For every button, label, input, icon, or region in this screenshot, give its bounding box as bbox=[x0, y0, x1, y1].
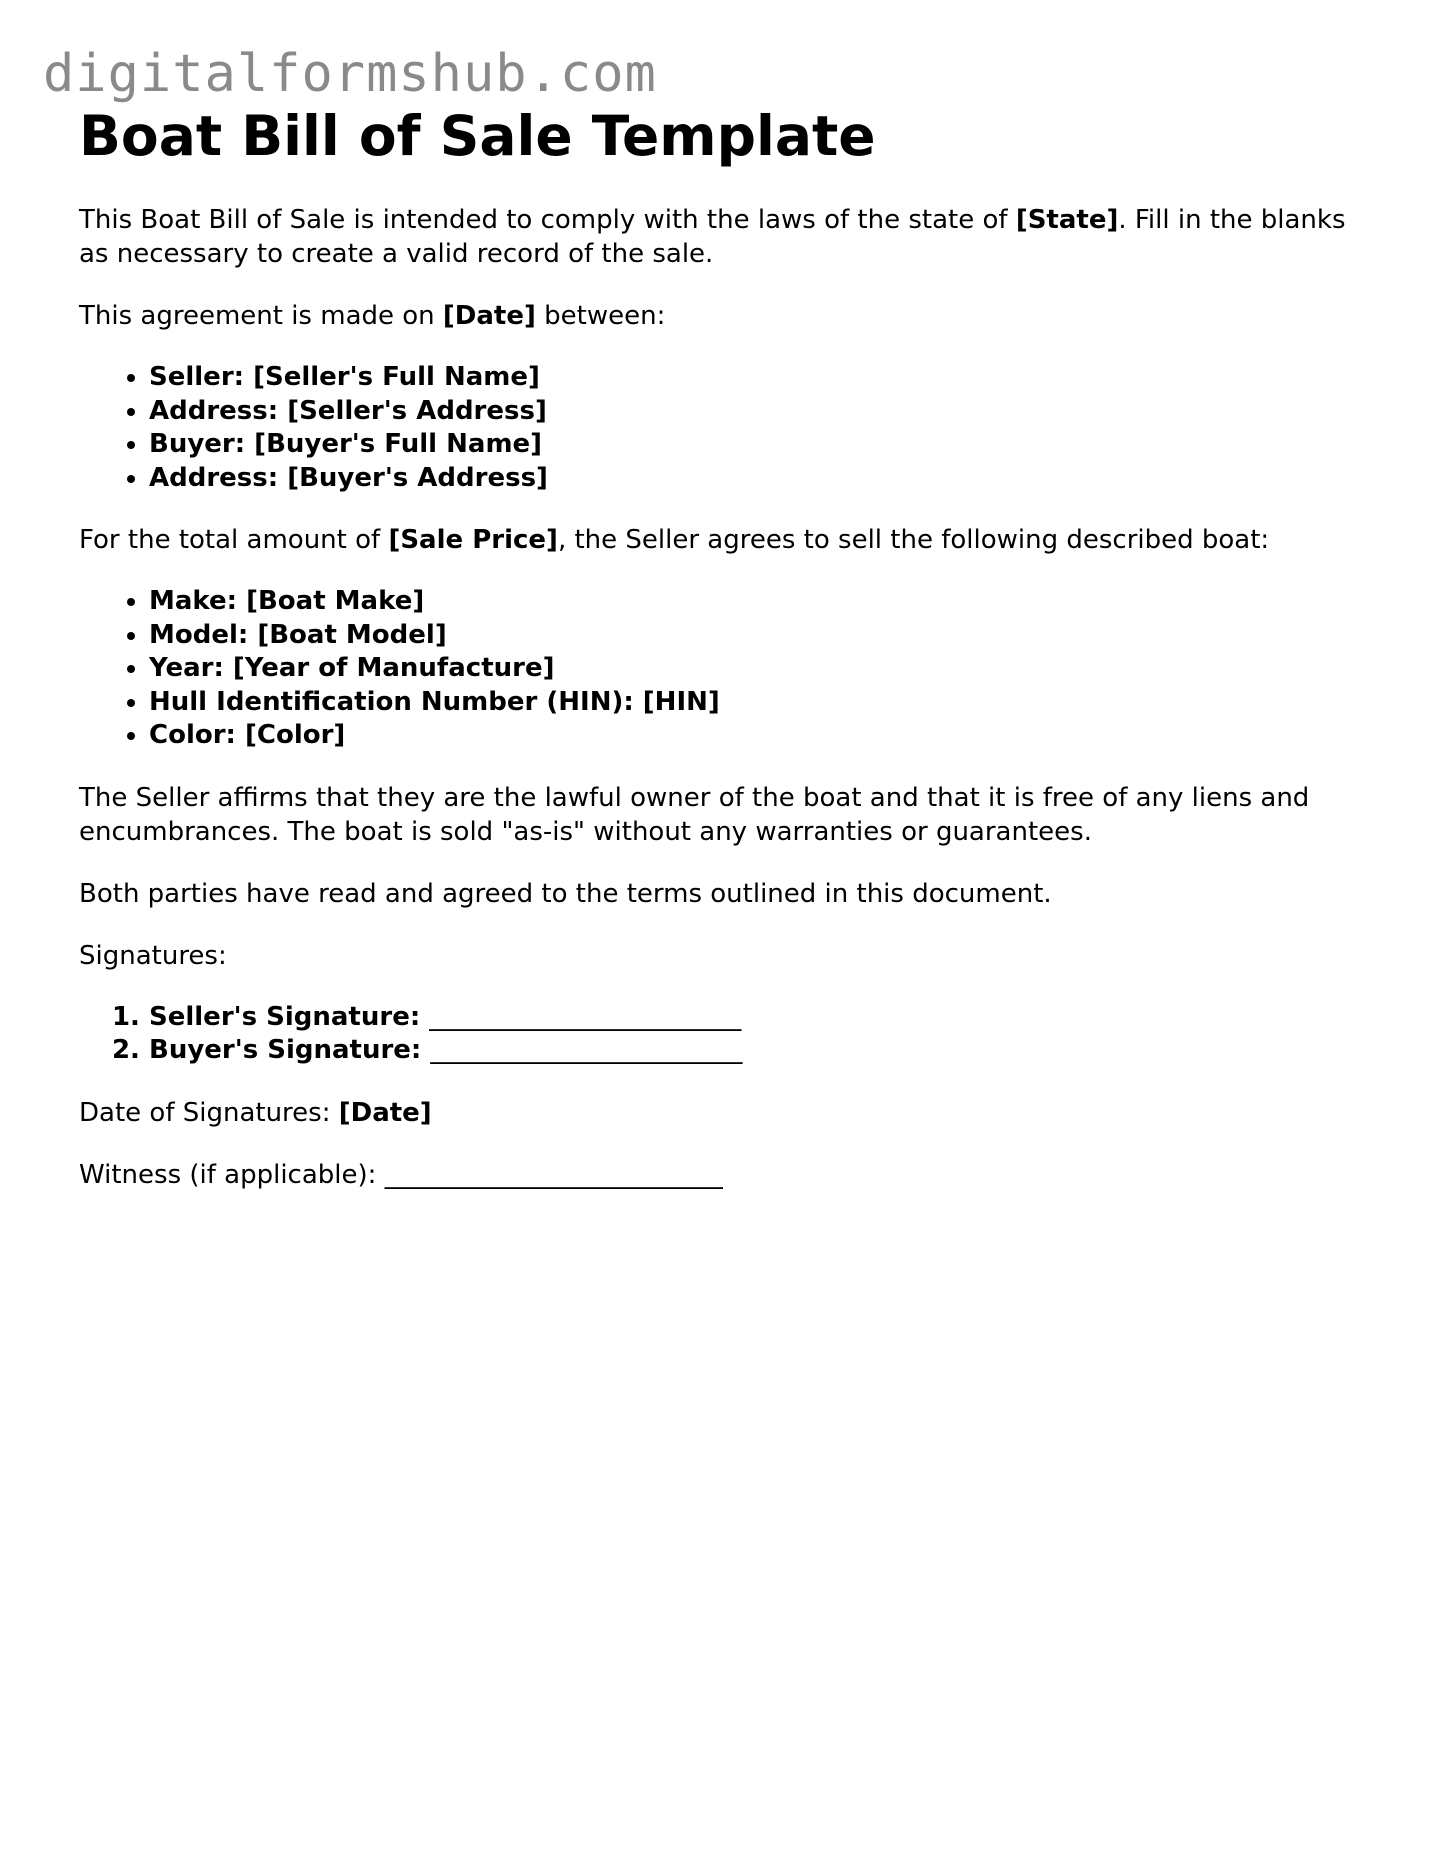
watermark-text: digitalformshub.com bbox=[43, 44, 657, 104]
witness-label: Witness (if applicable): bbox=[79, 1159, 385, 1190]
list-item-hin: • Hull Identification Number (HIN): [HIN] bbox=[149, 686, 1369, 720]
buyer-signature-label: Buyer's Signature: bbox=[149, 1035, 422, 1065]
witness-signature-line[interactable]: __________________________ bbox=[384, 1159, 723, 1190]
list-item-seller-address: • Address: [Seller's Address] bbox=[149, 395, 1369, 429]
agreement-date-placeholder: [Date] bbox=[442, 301, 536, 331]
price-text-after: , the Seller agrees to sell the following described boat: bbox=[557, 525, 1270, 555]
agreement-paragraph bbox=[79, 299, 1369, 333]
sale-price-placeholder: [Sale Price] bbox=[388, 525, 558, 555]
price-text-before: For the total amount of bbox=[79, 525, 389, 555]
list-item-model: • Model: [Boat Model] bbox=[149, 619, 1369, 653]
signature-date-paragraph bbox=[79, 1096, 1369, 1130]
boat-details-list bbox=[79, 585, 1369, 753]
buyer-signature-item bbox=[149, 1034, 1369, 1068]
list-item-seller-name: • Seller: [Seller's Full Name] bbox=[149, 361, 1369, 395]
intro-paragraph bbox=[79, 203, 1369, 271]
parties-list bbox=[79, 361, 1369, 495]
list-item-make: • Make: [Boat Make] bbox=[149, 585, 1369, 619]
list-item-color: • Color: [Color] bbox=[149, 719, 1369, 753]
agreement-text-after: between: bbox=[535, 301, 666, 331]
state-placeholder: [State] bbox=[1015, 205, 1119, 235]
document-title: Boat Bill of Sale Template bbox=[79, 104, 876, 168]
list-item-buyer-address: • Address: [Buyer's Address] bbox=[149, 462, 1369, 496]
signatures-list bbox=[79, 1001, 1369, 1068]
intro-text-before: This Boat Bill of Sale is intended to comply with the laws of the state of bbox=[79, 205, 1016, 235]
signature-date-label: Date of Signatures: bbox=[79, 1097, 339, 1128]
list-item-buyer-name: • Buyer: [Buyer's Full Name] bbox=[149, 428, 1369, 462]
buyer-signature-line[interactable]: ________________________ bbox=[430, 1035, 743, 1065]
terms-paragraph: Both parties have read and agreed to the terms outlined in this document. bbox=[79, 878, 1052, 909]
signature-date-placeholder: [Date] bbox=[338, 1097, 432, 1128]
intro-text-after: . Fill in the blanks as necessary to create a valid record of the sale. bbox=[79, 205, 1346, 269]
affirmation-paragraph: The Seller affirms that they are the lawful owner of the boat and that it is free of any liens and encumbrances. The boat is sold "as-is" without any warranties or guarantees. bbox=[79, 782, 1310, 847]
agreement-text-before: This agreement is made on bbox=[79, 301, 443, 331]
price-paragraph bbox=[79, 523, 1369, 557]
signatures-heading: Signatures: bbox=[79, 940, 227, 971]
seller-signature-line[interactable]: ________________________ bbox=[429, 1001, 742, 1032]
seller-signature-item bbox=[149, 1001, 1369, 1035]
list-item-year: • Year: [Year of Manufacture] bbox=[149, 652, 1369, 686]
witness-paragraph bbox=[79, 1158, 1369, 1192]
document-page bbox=[79, 99, 1369, 1192]
seller-signature-label: Seller's Signature: bbox=[149, 1001, 421, 1032]
